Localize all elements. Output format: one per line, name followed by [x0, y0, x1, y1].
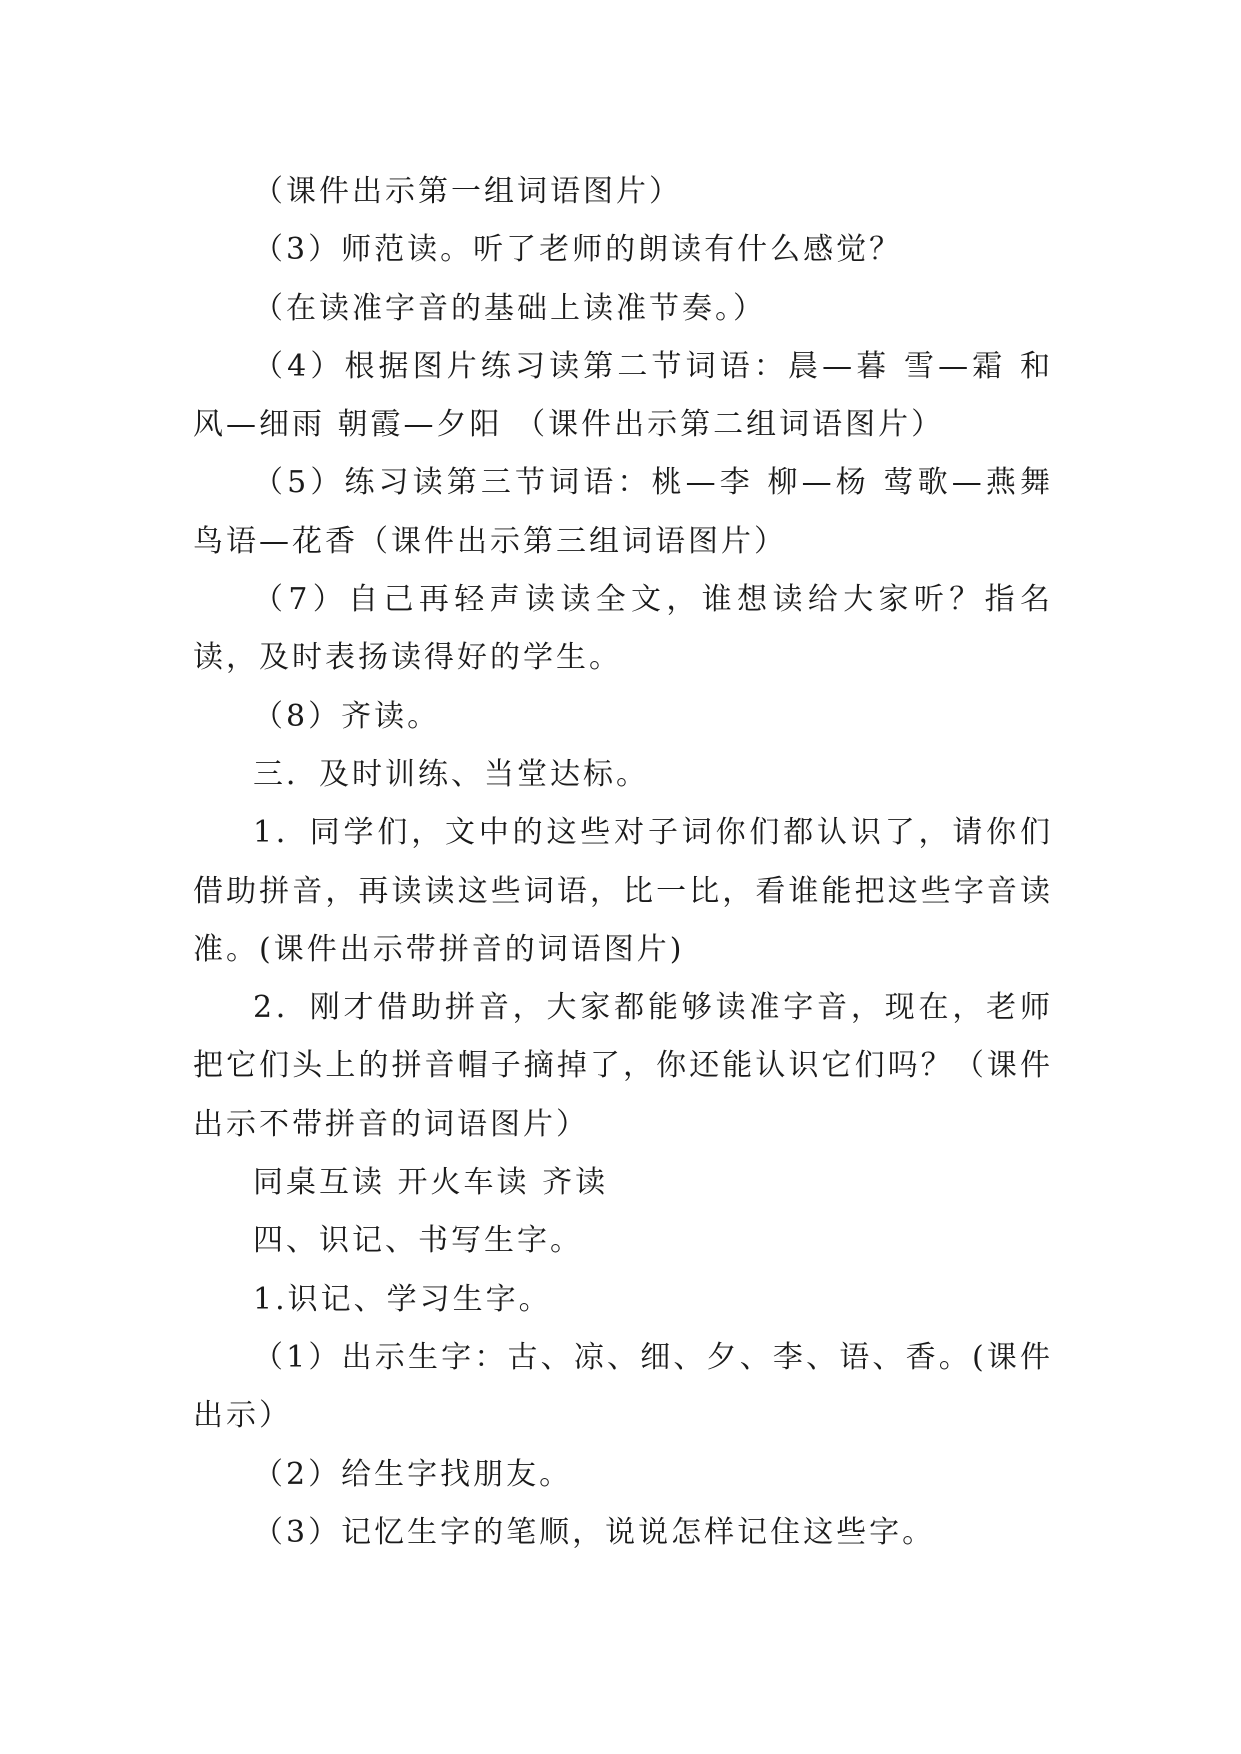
- paragraph-4: （4）根据图片练习读第二节词语：晨—暮 雪—霜 和风—细雨 朝霞—夕阳 （课件出示第二组词语图片）: [193, 348, 1053, 443]
- paragraph-3: （在读准字音的基础上读准节奏。）: [253, 290, 766, 326]
- paragraph-6: （7）自己再轻声读读全文，谁想读给大家听？指名读，及时表扬读得好的学生。: [193, 582, 1053, 676]
- paragraph-13: 1.识记、学习生字。: [253, 1281, 552, 1317]
- paragraph-7: （8）齐读。: [253, 698, 441, 734]
- paragraph-5: （5）练习读第三节词语：桃—李 柳—杨 莺歌—燕舞 鸟语—花香（课件出示第三组词语图片）: [193, 465, 1053, 559]
- paragraph-10: 2．刚才借助拼音，大家都能够读准字音，现在，老师把它们头上的拼音帽子摘掉了，你还能认识它们吗？（课件出示不带拼音的词语图片）: [193, 990, 1053, 1142]
- paragraph-15: （2）给生字找朋友。: [253, 1456, 573, 1492]
- paragraph-11: 同桌互读 开火车读 齐读: [253, 1165, 609, 1201]
- section-heading-4: 四、识记、书写生字。: [253, 1223, 583, 1259]
- paragraph-14: （1）出示生字：古、凉、细、夕、李、语、香。(课件出示）: [193, 1339, 1053, 1434]
- section-heading-3: 三．及时训练、当堂达标。: [253, 756, 649, 792]
- paragraph-2: （3）师范读。听了老师的朗读有什么感觉？: [253, 232, 903, 268]
- document-body: [193, 163, 1053, 1562]
- paragraph-16: （3）记忆生字的笔顺，说说怎样记住这些字。: [253, 1514, 936, 1550]
- paragraph-1: （课件出示第一组词语图片）: [253, 174, 682, 209]
- paragraph-9: 1．同学们，文中的这些对子词你们都认识了，请你们借助拼音，再读读这些词语，比一比，看谁能把这些字音读准。(课件出示带拼音的词语图片): [193, 815, 1053, 967]
